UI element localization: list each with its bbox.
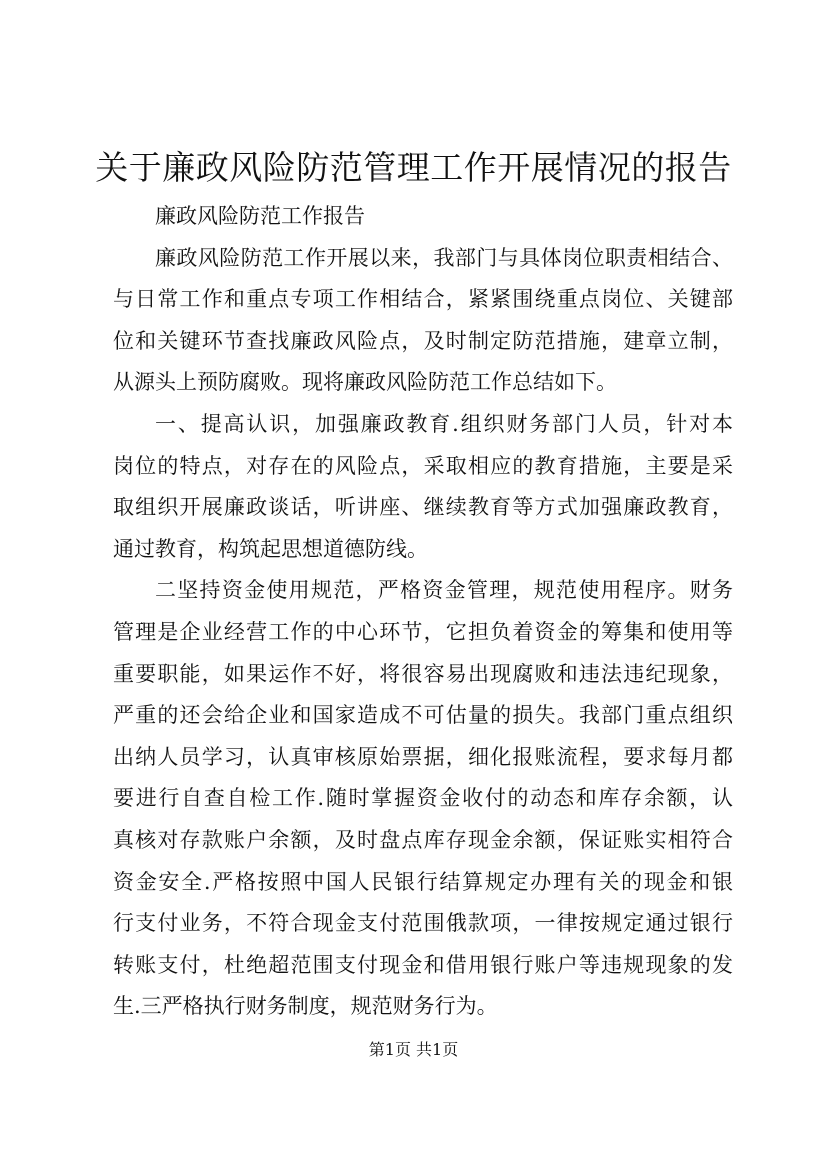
text-line: 资金安全.严格按照中国人民银行结算规定办理有关的现金和银: [113, 869, 733, 894]
text-line: 二坚持资金使用规范，严格资金管理，规范使用程序。财务: [155, 578, 733, 603]
text-line: 廉政风险防范工作报告: [155, 204, 365, 228]
text-line: 要进行自查自检工作.随时掌握资金收付的动态和库存余额，认: [113, 786, 733, 811]
text-line: 通过教育，构筑起思想道德防线。: [113, 536, 428, 561]
document-title: 关于廉政风险防范管理工作开展情况的报告: [95, 148, 732, 187]
text-line: 岗位的特点，对存在的风险点，采取相应的教育措施，主要是采: [113, 453, 733, 478]
text-line: 重要职能，如果运作不好，将很容易出现腐败和违法违纪现象，: [113, 661, 733, 686]
text-line: 管理是企业经营工作的中心环节，它担负着资金的筹集和使用等: [113, 619, 733, 644]
text-line: 真核对存款账户余额，及时盘点库存现金余额，保证账实相符合: [113, 827, 733, 852]
text-line: 取组织开展廉政谈话，听讲座、继续教育等方式加强廉政教育，: [113, 495, 733, 520]
text-line: 出纳人员学习，认真审核原始票据，细化报账流程，要求每月都: [113, 744, 733, 769]
text-line: 与日常工作和重点专项工作相结合，紧紧围绕重点岗位、关键部: [113, 287, 733, 312]
text-line: 行支付业务，不符合现金支付范围俄款项，一律按规定通过银行: [113, 911, 733, 936]
text-line: 转账支付，杜绝超范围支付现金和借用银行账户等违规现象的发: [113, 952, 733, 977]
text-line: 生.三严格执行财务制度，规范财务行为。: [113, 994, 498, 1019]
document-body: [113, 196, 733, 1028]
text-line: 位和关键环节查找廉政风险点，及时制定防范措施，建章立制，: [113, 328, 733, 353]
text-line: 从源头上预防腐败。现将廉政风险防范工作总结如下。: [113, 370, 617, 395]
text-line: 廉政风险防范工作开展以来，我部门与具体岗位职责相结合、: [155, 245, 733, 270]
text-line: 严重的还会给企业和国家造成不可估量的损失。我部门重点组织: [113, 703, 733, 728]
page-footer: 第1页 共1页: [368, 1040, 459, 1059]
text-line: 一、提高认识，加强廉政教育.组织财务部门人员，针对本: [155, 411, 733, 436]
